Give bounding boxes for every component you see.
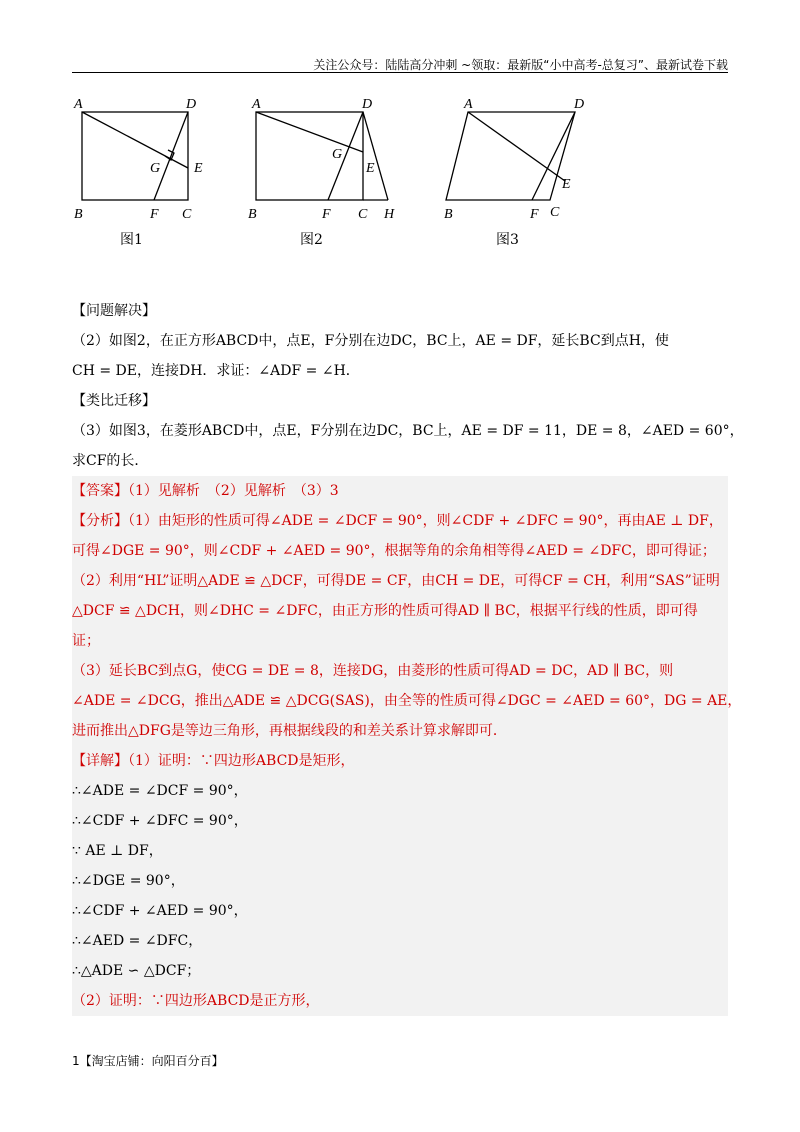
figure-2-labels xyxy=(248,97,395,248)
proof-step: ∴∠CDF + ∠DFC = 90°， xyxy=(72,813,248,829)
page-header: 关注公众号：陆陆高分冲刺 ~领取：最新版“小中高考-总复习”、最新试卷下载 xyxy=(313,58,728,72)
analysis-line: 【分析】（1）由矩形的性质可得∠ADE = ∠DCF = 90°，则∠CDF + ∠DFC = 90°，再由AE ⊥ DF， xyxy=(72,513,723,529)
svg-text:A: A xyxy=(74,97,83,112)
section-heading-analogy: 【类比迁移】 xyxy=(72,393,156,409)
svg-text:B: B xyxy=(74,207,83,222)
analysis-line: ∠ADE = ∠DCG，推出△ADE ≌ △DCG(SAS)，由全等的性质可得∠DGC = ∠AED = 60°，DG = AE， xyxy=(72,693,742,709)
svg-text:F: F xyxy=(322,207,331,222)
geometry-figures xyxy=(60,88,740,258)
svg-text:H: H xyxy=(384,207,395,222)
svg-text:D: D xyxy=(362,97,373,112)
problem-text-line: 求CF的长． xyxy=(72,453,149,469)
page-footer: 1【淘宝店铺：向阳百分百】 xyxy=(72,1054,224,1068)
analysis-line: 证； xyxy=(72,633,100,649)
proof-step: （2）证明：∵四边形ABCD是正方形， xyxy=(72,993,320,1009)
figure-3-labels xyxy=(444,97,584,248)
proof-step: ∴∠AED = ∠DFC， xyxy=(72,933,203,949)
svg-text:D: D xyxy=(574,97,585,112)
proof-step: ∴∠CDF + ∠AED = 90°， xyxy=(72,903,248,919)
svg-text:E: E xyxy=(194,161,203,176)
figure-3 xyxy=(446,112,575,200)
svg-text:B: B xyxy=(444,207,453,222)
figure-2-caption: 图2 xyxy=(300,232,323,248)
svg-text:D: D xyxy=(186,97,197,112)
section-heading-problem: 【问题解决】 xyxy=(72,303,156,319)
figures-svg xyxy=(60,88,740,258)
proof-step: ∵ AE ⊥ DF， xyxy=(72,843,163,859)
figure-1 xyxy=(82,112,188,200)
svg-text:A: A xyxy=(464,97,473,112)
problem-text-line: CH = DE，连接DH．求证：∠ADF = ∠H． xyxy=(72,363,360,379)
proof-step: ∴∠ADE = ∠DCF = 90°， xyxy=(72,783,248,799)
svg-text:B: B xyxy=(248,207,257,222)
analysis-line: （2）利用“HL”证明△ADE ≌ △DCF，可得DE = CF，由CH = DE，可得CF = CH，利用“SAS”证明 xyxy=(72,573,720,589)
detail-heading: 【详解】（1）证明：∵四边形ABCD是矩形， xyxy=(72,753,355,769)
analysis-line: △DCF ≌ △DCH，则∠DHC = ∠DFC，由正方形的性质可得AD ∥ BC，根据平行线的性质，即可得 xyxy=(72,603,698,619)
figure-1-caption: 图1 xyxy=(120,232,143,248)
figure-2 xyxy=(256,112,388,200)
svg-text:E: E xyxy=(562,177,571,192)
answer-line: 【答案】（1）见解析 （2）见解析 （3）3 xyxy=(72,483,339,499)
analysis-line: 可得∠DGE = 90°，则∠CDF + ∠AED = 90°，根据等角的余角相等得∠AED = ∠DFC，即可得证； xyxy=(72,543,716,559)
svg-text:C: C xyxy=(182,207,192,222)
problem-text-line: （3）如图3，在菱形ABCD中，点E，F分别在边DC，BC上，AE = DF = 11，DE = 8，∠AED = 60°， xyxy=(72,423,744,439)
svg-text:F: F xyxy=(150,207,159,222)
svg-text:F: F xyxy=(530,207,539,222)
analysis-line: 进而推出△DFG是等边三角形，再根据线段的和差关系计算求解即可． xyxy=(72,723,507,739)
analysis-line: （3）延长BC到点G，使CG = DE = 8，连接DG，由菱形的性质可得AD = DC，AD ∥ BC，则 xyxy=(72,663,674,679)
figure-3-caption: 图3 xyxy=(496,232,519,248)
svg-text:C: C xyxy=(550,205,560,220)
header-rule xyxy=(72,72,728,73)
figure-1-labels xyxy=(73,97,203,248)
problem-text-line: （2）如图2，在正方形ABCD中，点E，F分别在边DC，BC上，AE = DF，延长BC到点H，使 xyxy=(72,333,669,349)
svg-text:C: C xyxy=(358,207,368,222)
document-body xyxy=(72,296,744,1016)
proof-step: ∴∠DGE = 90°， xyxy=(72,873,185,889)
svg-text:G: G xyxy=(332,147,343,162)
proof-step: ∴△ADE ∽ △DCF； xyxy=(72,963,201,979)
svg-text:A: A xyxy=(252,97,261,112)
svg-text:G: G xyxy=(150,161,161,176)
answer-block xyxy=(72,476,742,1016)
svg-text:E: E xyxy=(366,161,375,176)
